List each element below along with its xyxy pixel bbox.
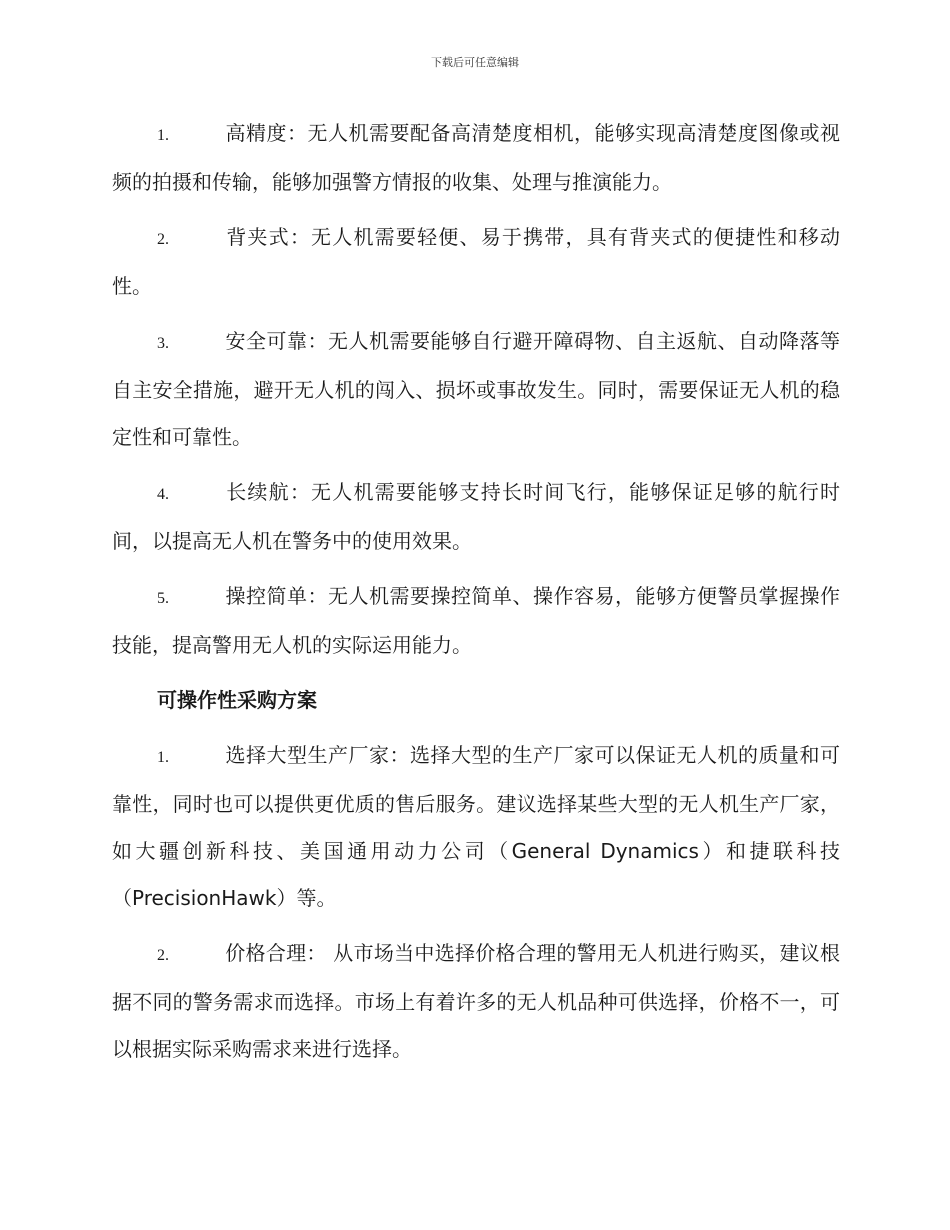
procurement-item bbox=[112, 732, 840, 922]
page-header: 下载后可任意编辑 bbox=[431, 56, 519, 69]
item-number: 1. bbox=[157, 749, 169, 766]
item-text: 选择大型生产厂家：选择大型的生产厂家可以保证无人机的质量和可靠性，同时也可以提供更优质的售后服务。建议选择某些大型的无人机生产厂家，如大疆创新科技、美国通用动力公司（General Dynamics）和捷联科技（PrecisionHawk）等。 bbox=[112, 743, 840, 910]
procurement-item bbox=[112, 930, 840, 1073]
item-text: 安全可靠：无人机需要能够自行避开障碍物、自主返航、自动降落等自主安全措施，避开无人机的闯入、损坏或事故发生。同时，需要保证无人机的稳定性和可靠性。 bbox=[112, 329, 840, 449]
requirement-item bbox=[112, 573, 840, 669]
requirement-item bbox=[112, 110, 840, 206]
item-text: 价格合理： 从市场当中选择价格合理的警用无人机进行购买，建议根据不同的警务需求而选择。市场上有着许多的无人机品种可供选择，价格不一，可以根据实际采购需求来进行选择。 bbox=[112, 941, 840, 1061]
item-number: 3. bbox=[157, 335, 169, 352]
item-text: 背夹式：无人机需要轻便、易于携带，具有背夹式的便捷性和移动性。 bbox=[112, 225, 840, 298]
item-number: 2. bbox=[157, 947, 169, 964]
item-number: 2. bbox=[157, 231, 169, 248]
document-body bbox=[112, 110, 840, 1081]
item-text: 长续航：无人机需要能够支持长时间飞行，能够保证足够的航行时间，以提高无人机在警务中的使用效果。 bbox=[112, 480, 840, 553]
item-number: 5. bbox=[157, 590, 169, 607]
requirement-item bbox=[112, 318, 840, 461]
item-text: 操控简单：无人机需要操控简单、操作容易，能够方便警员掌握操作技能，提高警用无人机的实际运用能力。 bbox=[112, 584, 840, 657]
item-number: 4. bbox=[157, 486, 169, 503]
item-text: 高精度：无人机需要配备高清楚度相机，能够实现高清楚度图像或视频的拍摄和传输，能够加强警方情报的收集、处理与推演能力。 bbox=[112, 121, 840, 194]
requirement-item bbox=[112, 214, 840, 310]
section-heading: 可操作性采购方案 bbox=[157, 688, 317, 712]
item-number: 1. bbox=[157, 127, 169, 144]
requirement-item bbox=[112, 469, 840, 565]
